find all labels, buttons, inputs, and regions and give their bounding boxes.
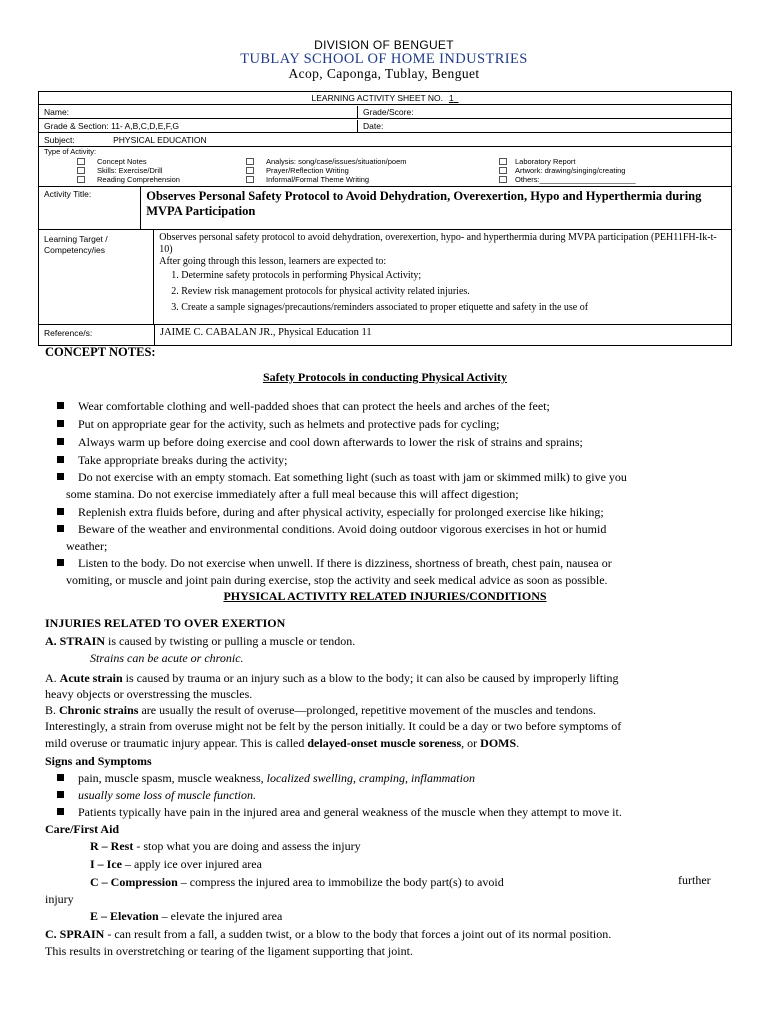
grade-section-field[interactable]: Grade & Section: 11- A,B,C,D,E,F,G: [39, 120, 358, 132]
type-others: Others:_______________________: [515, 175, 636, 184]
learning-target-label: Learning Target / Competency/ies: [39, 230, 154, 324]
date-field[interactable]: Date:: [363, 120, 384, 131]
bullet-icon: [57, 473, 64, 480]
target-item: 1. Determine safety protocols in performing Physical Activity;: [171, 270, 422, 281]
checkbox-informal[interactable]: [246, 176, 254, 183]
checkbox-lab[interactable]: [499, 158, 507, 165]
list-item: Do not exercise with an empty stomach. Eat something light (such as toast with jam or skimmed milk) to give you some stamina. Do not exercise immediately after a full meal because this will affect digestion;: [57, 469, 727, 503]
rice-compression: C – Compression – compress the injured area to immobilize the body part(s) to avoid: [90, 875, 504, 889]
rice-further: further: [678, 873, 711, 887]
sheet-number: 1: [449, 93, 454, 103]
protocols-title: Safety Protocols in conducting Physical Activity: [262, 370, 508, 384]
signs-heading: Signs and Symptoms: [45, 754, 152, 768]
school-name: TUBLAY SCHOOL OF HOME INDUSTRIES: [240, 51, 528, 67]
list-item: Replenish extra fluids before, during and after physical activity, especially for prolonged exercise like hiking;: [57, 503, 727, 521]
bullet-icon: [57, 791, 64, 798]
type-informal: Informal/Formal Theme Writing: [266, 175, 370, 184]
bullet-icon: [57, 559, 64, 566]
bullet-icon: [57, 438, 64, 445]
checkbox-others[interactable]: [499, 176, 507, 183]
type-artwork: Artwork: drawing/singing/creating: [515, 166, 626, 175]
subject-label: Subject:: [44, 134, 75, 145]
sheet-title-row: [39, 92, 731, 105]
list-item: usually some loss of muscle function.: [57, 787, 725, 804]
learning-target-content: [154, 230, 731, 324]
subject-value: PHYSICAL EDUCATION: [113, 134, 207, 145]
name-field[interactable]: Name:: [39, 106, 358, 118]
acute-strain: A. Acute strain is caused by trauma or an injury such as a blow to the body; it can also be caused by improperly lifting heavy objects or overstressing the muscles.: [45, 670, 619, 701]
bullet-icon: [57, 525, 64, 532]
target-item: 3. Create a sample signages/precautions/reminders associated to proper etiquette and safety in the use of: [171, 302, 589, 313]
name-row: [39, 105, 731, 119]
target-competency: Observes personal safety protocol to avoid dehydration, overexertion, hypo- and hyperthermia during MVPA participation (PEH11FH-Ik-t-10): [159, 232, 717, 255]
strain-section: [45, 615, 725, 751]
checkbox-artwork[interactable]: [499, 167, 507, 174]
strain-note: Strains can be acute or chronic.: [90, 651, 244, 665]
elevation-section: [45, 907, 725, 925]
bullet-icon: [57, 774, 64, 781]
list-item: Wear comfortable clothing and well-padded shoes that can protect the heels and arches of the feet;: [57, 397, 727, 415]
checkbox-concept-notes[interactable]: [77, 158, 85, 165]
activity-type-row: [39, 147, 731, 187]
concept-heading: CONCEPT NOTES:: [45, 345, 156, 359]
bullet-icon: [57, 508, 64, 515]
signs-section: [45, 753, 725, 838]
list-item: Patients typically have pain in the injured area and general weakness of the muscle when they attempt to move it.: [57, 804, 725, 821]
activity-title: Observes Personal Safety Protocol to Avoid Dehydration, Overexertion, Hypo and Hyperthermia during MVPA Participation: [146, 189, 702, 218]
bullet-icon: [57, 420, 64, 427]
rice-compression-cont: injury: [45, 892, 74, 906]
checkbox-analysis[interactable]: [246, 158, 254, 165]
injuries-title: PHYSICAL ACTIVITY RELATED INJURIES/CONDITIONS: [223, 589, 547, 603]
target-item: 2. Review risk management protocols for physical activity related injuries.: [171, 286, 470, 297]
sprain-section: [45, 926, 725, 959]
sprain-definition: C. SPRAIN - can result from a fall, a sudden twist, or a blow to the body that forces a joint out of its normal position. This results in overstretching or tearing of the ligament supporting that joint.: [45, 927, 612, 958]
rice-rest: R – Rest - stop what you are doing and assess the injury: [90, 839, 361, 853]
sheet-title: LEARNING ACTIVITY SHEET NO.: [311, 93, 443, 103]
reference-value: JAIME C. CABALAN JR., Physical Education 11: [160, 327, 372, 338]
checkbox-reading[interactable]: [77, 176, 85, 183]
type-concept-notes: Concept Notes: [97, 157, 147, 166]
activity-title-row: [39, 187, 731, 230]
type-reading: Reading Comprehension: [97, 175, 180, 184]
protocol-list: [57, 397, 727, 589]
activity-sheet-form: [38, 91, 732, 346]
type-lab: Laboratory Report: [515, 157, 576, 166]
list-item: Take appropriate breaks during the activity;: [57, 451, 727, 469]
rice-ice: I – Ice – apply ice over injured area: [90, 857, 262, 871]
care-heading: Care/First Aid: [45, 822, 120, 836]
concept-notes: [45, 345, 725, 360]
type-analysis: Analysis: song/case/issues/situation/poem: [266, 157, 407, 166]
activity-title-label: Activity Title:: [39, 187, 141, 229]
type-label: Type of Activity:: [44, 147, 97, 156]
rice-elevation: E – Elevation – elevate the injured area: [90, 909, 283, 923]
list-item: pain, muscle spasm, muscle weakness, localized swelling, cramping, inflammation: [57, 770, 725, 787]
rice-section: [45, 837, 725, 908]
overexertion-heading: INJURIES RELATED TO OVER EXERTION: [45, 616, 286, 630]
grade-row: [39, 119, 731, 133]
target-intro: After going through this lesson, learners are expected to:: [159, 256, 387, 267]
list-item: Listen to the body. Do not exercise when unwell. If there is dizziness, shortness of breath, chest pain, nausea or vomiting, or muscle and joint pain during exercise, stop the activity and seek medical advice as soon as possible.: [57, 555, 727, 589]
reference-row: [39, 325, 731, 345]
list-item: Always warm up before doing exercise and cool down afterwards to lower the risk of strains and sprains;: [57, 433, 727, 451]
checkbox-prayer[interactable]: [246, 167, 254, 174]
learning-target-row: [39, 230, 731, 325]
list-item: Beware of the weather and environmental conditions. Avoid doing outdoor vigorous exercises in hot or humid weather;: [57, 521, 727, 555]
type-prayer: Prayer/Reflection Writing: [266, 166, 349, 175]
subject-field: [39, 134, 212, 146]
chronic-strain: B. Chronic strains are usually the result of overuse—prolonged, repetitive movement of the muscles and tendons. Interestingly, a strain from overuse might not be felt by the person initially. It could be a day or two before symptoms of mild overuse or traumatic injury appear. This is called delayed-onset muscle soreness, or DOMS.: [45, 702, 622, 750]
reference-label: Reference/s:: [39, 325, 155, 345]
division-title: DIVISION OF BENGUET: [314, 38, 454, 52]
school-address: Acop, Caponga, Tublay, Benguet: [288, 66, 480, 81]
list-item: Put on appropriate gear for the activity, such as helmets and protective pads for cycling;: [57, 415, 727, 433]
type-skills: Skills: Exercise/Drill: [97, 166, 163, 175]
bullet-icon: [57, 808, 64, 815]
strain-definition: A. STRAIN is caused by twisting or pulling a muscle or tendon.: [45, 633, 356, 648]
bullet-icon: [57, 402, 64, 409]
target-list: [171, 268, 726, 316]
bullet-icon: [57, 456, 64, 463]
subject-row: [39, 133, 731, 147]
checkbox-skills[interactable]: [77, 167, 85, 174]
grade-score-field[interactable]: Grade/Score:: [363, 106, 414, 117]
